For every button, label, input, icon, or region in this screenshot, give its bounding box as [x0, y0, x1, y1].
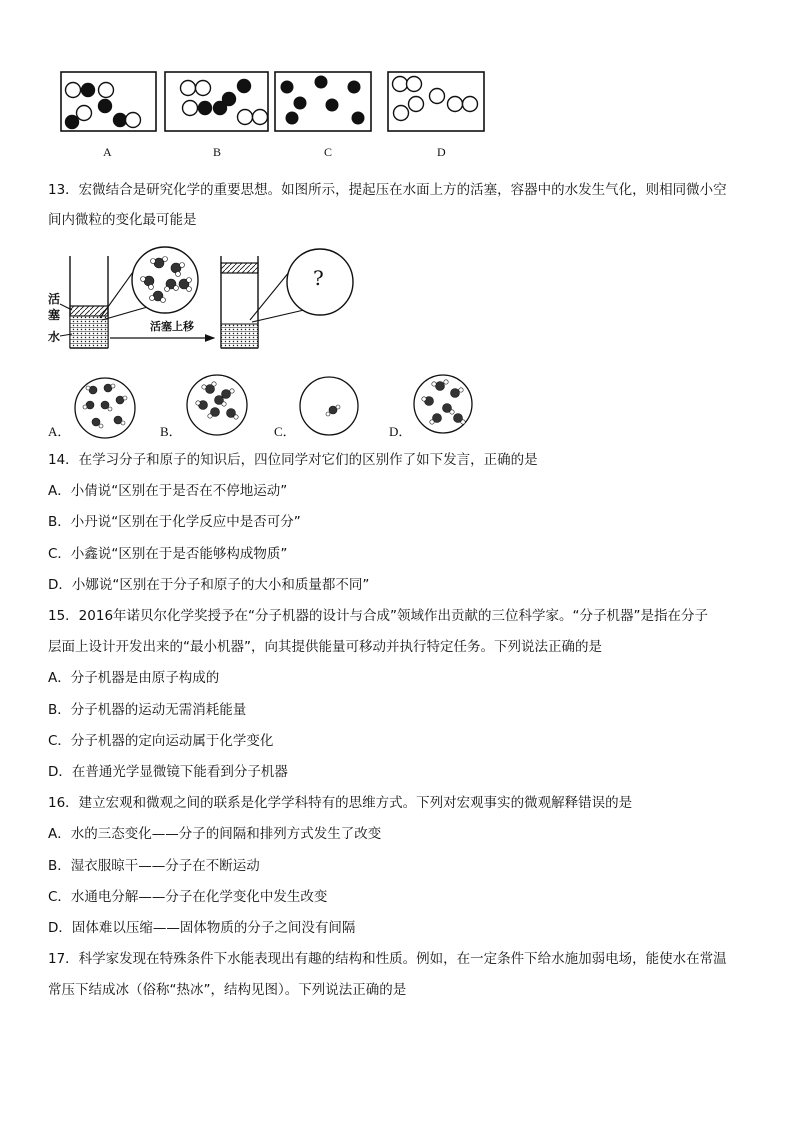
q13-option-c: C． — [274, 424, 296, 439]
q15-stem-line-2: 层面上设计开发出来的“最小机器”，向其提供能量可移动并执行特定任务。下列说法正确的是 — [48, 639, 602, 655]
q14-option-b: B．小丹说“区别在于化学反应中是否可分” — [48, 514, 301, 530]
q13-stem-line-2: 间内微粒的变化最可能是 — [48, 212, 197, 228]
q16-option-c: C．水通电分解——分子在化学变化中发生改变 — [48, 889, 328, 905]
label-shui: 水 — [48, 330, 61, 344]
q16-option-d: D．固体难以压缩——固体物质的分子之间没有间隔 — [48, 920, 356, 936]
q12-option-d: D — [437, 145, 446, 159]
q13-figure — [0, 240, 794, 440]
q16-option-b: B．湿衣服晾干——分子在不断运动 — [48, 858, 260, 874]
right-water — [221, 324, 258, 348]
q15-option-d: D．在普通光学显微镜下能看到分子机器 — [48, 764, 288, 780]
left-water — [70, 316, 108, 348]
q13-option-d: D． — [389, 424, 412, 439]
q15-option-a: A．分子机器是由原子构成的 — [48, 670, 220, 686]
q16-stem: 16．建立宏观和微观之间的联系是化学学科特有的思维方式。下列对宏观事实的微观解释错误的是 — [48, 795, 633, 811]
question-mark: ? — [313, 266, 324, 290]
label-huo: 活 — [48, 292, 61, 306]
q13-stem-line-1: 13．宏微结合是研究化学的重要思想。如图所示，提起压在水面上方的活塞，容器中的水发生气化，则相同微小空 — [48, 182, 727, 198]
q13-option-b: B． — [160, 424, 182, 439]
q12-option-a: A — [103, 145, 112, 159]
q17-stem-line-1: 17．科学家发现在特殊条件下水能表现出有趣的结构和性质。例如，在一定条件下给水施加弱电场，能使水在常温 — [48, 951, 727, 967]
q12-option-c: C — [324, 145, 333, 159]
label-sai: 塞 — [48, 308, 61, 322]
q14-option-a: A．小倩说“区别在于是否在不停地运动” — [48, 483, 288, 499]
right-piston — [221, 263, 258, 273]
q16-option-a: A．水的三态变化——分子的间隔和排列方式发生了改变 — [48, 826, 382, 842]
option-b-circle — [187, 375, 247, 435]
q14-option-c: C．小鑫说“区别在于是否能够构成物质” — [48, 546, 288, 562]
q12-box-b — [165, 72, 268, 131]
label-piston-up: 活塞上移 — [150, 321, 194, 333]
q17-stem-line-2: 常压下结成冰（俗称“热冰”，结构见图）。下列说法正确的是 — [48, 982, 407, 998]
q14-stem: 14．在学习分子和原子的知识后，四位同学对它们的区别作了如下发言，正确的是 — [48, 452, 538, 468]
option-c-circle — [300, 377, 358, 435]
q15-stem-line-1: 15．2016年诺贝尔化学奖授予在“分子机器的设计与合成”领域作出贡献的三位科学家。“分子机器”是指在分子 — [48, 608, 709, 624]
q13-option-a: A． — [48, 424, 71, 439]
q15-option-b: B．分子机器的运动无需消耗能量 — [48, 702, 247, 718]
q12-option-b: B — [213, 145, 222, 159]
q12-figure — [0, 0, 794, 170]
q14-option-d: D．小娜说“区别在于分子和原子的大小和质量都不同” — [48, 577, 370, 593]
q15-option-c: C．分子机器的定向运动属于化学变化 — [48, 733, 274, 749]
